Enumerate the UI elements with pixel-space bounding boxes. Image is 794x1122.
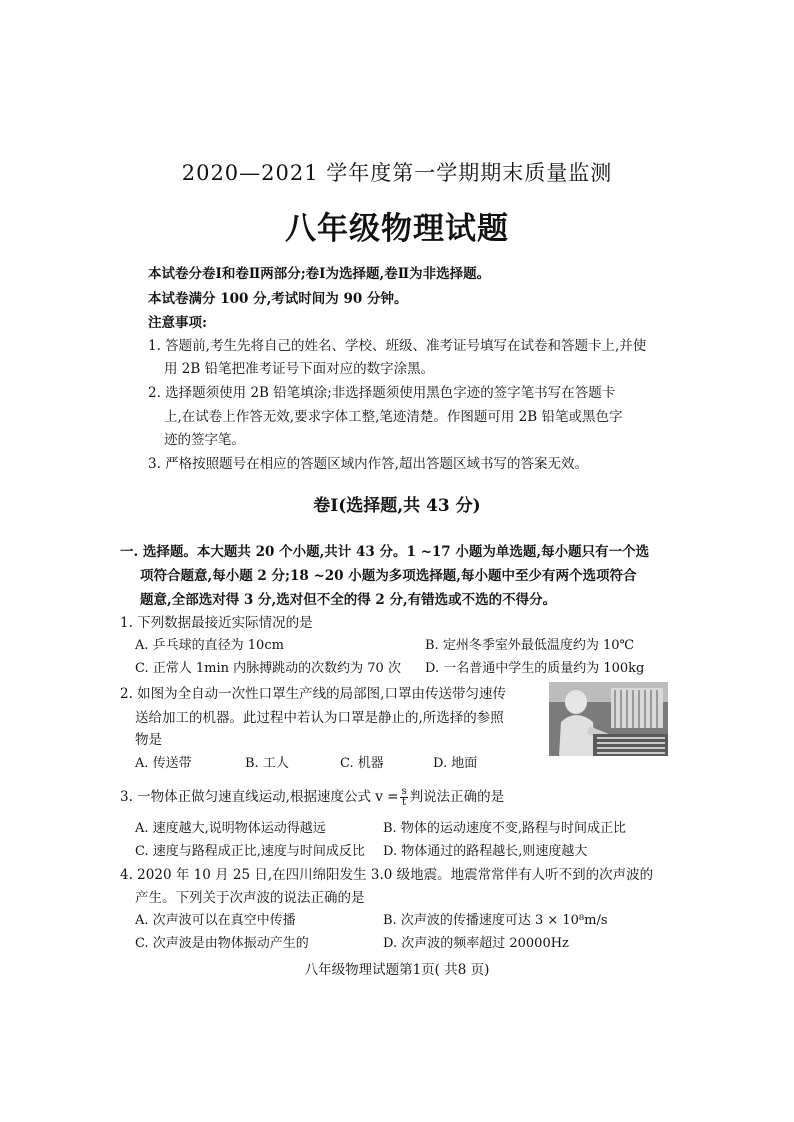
question-3-stem — [120, 785, 504, 808]
question-2-stem-a: 2. 如图为全自动一次性口罩生产线的局部图,口罩由传送带匀速传 — [120, 686, 506, 702]
question-1-option-a: A. 乒乓球的直径为 10cm — [135, 638, 284, 653]
question-4-stem-b: 产生。下列关于次声波的说法正确的是 — [135, 890, 365, 906]
section-heading: 卷Ⅰ(选择题,共 43 分) — [313, 496, 481, 516]
mask-production-line-photo — [549, 682, 668, 756]
fraction-denominator: t — [402, 797, 407, 808]
question-2-stem-b: 送给加工的机器。此过程中若认为口罩是静止的,所选择的参照 — [135, 710, 504, 726]
question-3-option-b: B. 物体的运动速度不变,路程与时间成正比 — [383, 821, 626, 836]
note-1-line-a: 1. 答题前,考生先将自己的姓名、学校、班级、准考证号填写在试卷和答题卡上,并使 — [148, 338, 647, 354]
question-3-option-a: A. 速度越大,说明物体运动得越远 — [135, 821, 326, 836]
question-3-stem-pre: 3. 一物体正做匀速直线运动,根据速度公式 v = — [120, 789, 399, 805]
note-2-line-c: 迹的签字笔。 — [164, 432, 245, 448]
note-3: 3. 严格按照题号在相应的答题区域内作答,超出答题区域书写的答案无效。 — [148, 456, 588, 472]
notes-title: 注意事项: — [148, 315, 207, 331]
note-1-line-b: 用 2B 铅笔把准考证号下面对应的数字涂黑。 — [164, 361, 435, 377]
question-4-stem-a: 4. 2020 年 10 月 25 日,在四川绵阳发生 3.0 级地震。地震常常伴有人听不到的次声波的 — [120, 867, 654, 883]
section-instruction-b: 项符合题意,每小题 2 分;18 ~20 小题为多项选择题,每小题中至少有两个选项符合 — [140, 568, 637, 584]
question-1-option-c: C. 正常人 1min 内脉搏跳动的次数约为 70 次 — [135, 661, 401, 676]
note-2-line-b: 上,在试卷上作答无效,要求字体工整,笔迹清楚。作图题可用 2B 铅笔或黑色字 — [164, 409, 623, 425]
section-instruction-a: 一. 选择题。本大题共 20 个小题,共计 43 分。1 ~17 小题为单选题,每小题只有一个选 — [120, 544, 650, 560]
question-4-option-d: D. 次声波的频率超过 20000Hz — [383, 936, 569, 951]
question-4-option-c: C. 次声波是由物体振动产生的 — [135, 936, 309, 951]
exam-title: 2020—2021 学年度第一学期期末质量监测 — [181, 161, 613, 185]
question-2-option-a: A. 传送带 — [135, 756, 192, 771]
page-footer: 八年级物理试题第1页( 共8 页) — [304, 962, 490, 978]
section-instruction-c: 题意,全部选对得 3 分,选对但不全的得 2 分,有错选或不选的不得分。 — [140, 592, 557, 608]
question-2-stem-c: 物是 — [135, 732, 162, 748]
question-2-option-b: B. 工人 — [245, 756, 289, 771]
question-1-stem: 1. 下列数据最接近实际情况的是 — [120, 615, 313, 631]
intro-line-2: 本试卷满分 100 分,考试时间为 90 分钟。 — [148, 291, 408, 307]
question-2-option-d: D. 地面 — [433, 756, 478, 771]
intro-line-1: 本试卷分卷Ⅰ和卷Ⅱ两部分;卷Ⅰ为选择题,卷Ⅱ为非选择题。 — [148, 266, 491, 282]
question-1-option-b: B. 定州冬季室外最低温度约为 10℃ — [425, 638, 635, 653]
question-3-stem-post: 判说法正确的是 — [409, 789, 505, 805]
question-4-option-a: A. 次声波可以在真空中传播 — [135, 913, 296, 928]
question-1-option-d: D. 一名普通中学生的质量约为 100kg — [425, 661, 645, 676]
note-2-line-a: 2. 选择题须使用 2B 铅笔填涂;非选择题须使用黑色字迹的签字笔书写在答题卡 — [148, 385, 616, 401]
subject-title: 八年级物理试题 — [285, 211, 509, 247]
speed-formula-fraction — [400, 787, 407, 808]
fraction-numerator: s — [401, 786, 407, 797]
question-4-option-b: B. 次声波的传播速度可达 3 × 10⁸m/s — [383, 913, 608, 928]
question-2-option-c: C. 机器 — [340, 756, 384, 771]
question-3-option-d: D. 物体通过的路程越长,则速度越大 — [383, 844, 588, 859]
question-3-option-c: C. 速度与路程成正比,速度与时间成反比 — [135, 844, 365, 859]
